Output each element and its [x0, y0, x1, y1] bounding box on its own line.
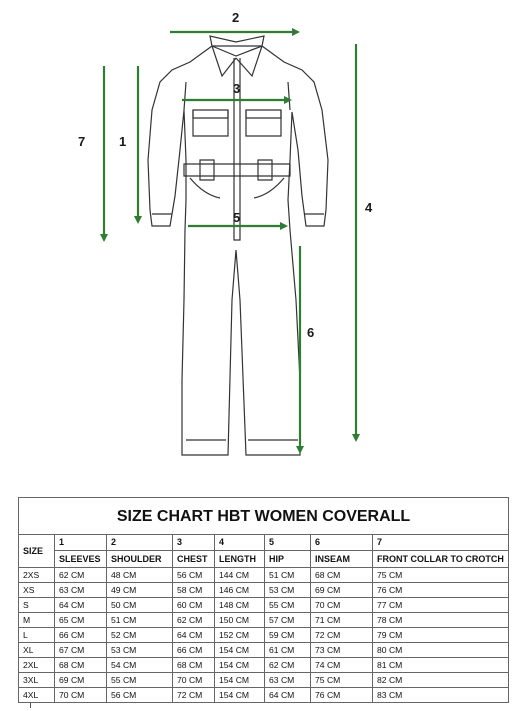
measurement-cell: 152 CM [215, 628, 265, 643]
measurement-cell: 62 CM [55, 568, 107, 583]
measurement-cell: 81 CM [373, 658, 509, 673]
marker-7: 7 [78, 134, 86, 149]
measurement-cell: 62 CM [173, 613, 215, 628]
measurement-cell: 72 CM [311, 628, 373, 643]
measurement-cell: 74 CM [311, 658, 373, 673]
table-row [19, 613, 509, 628]
measurement-cell: 50 CM [107, 598, 173, 613]
measurement-cell: 150 CM [215, 613, 265, 628]
column-index: 2 [107, 535, 173, 551]
size-column-header: SIZE [19, 535, 55, 568]
table-row [19, 583, 509, 598]
measurement-cell: 68 CM [173, 658, 215, 673]
marker-3: 3 [233, 81, 241, 96]
size-cell: S [19, 598, 55, 613]
measurement-cell: 51 CM [107, 613, 173, 628]
measurement-cell: 154 CM [215, 688, 265, 703]
measurement-cell: 61 CM [265, 643, 311, 658]
measurement-cell: 58 CM [173, 583, 215, 598]
measurement-cell: 65 CM [55, 613, 107, 628]
column-header: FRONT COLLAR TO CROTCH [373, 551, 509, 568]
measurement-cell: 70 CM [311, 598, 373, 613]
measurement-cell: 76 CM [373, 583, 509, 598]
measurement-cell: 77 CM [373, 598, 509, 613]
measurement-cell: 154 CM [215, 658, 265, 673]
measurement-cell: 146 CM [215, 583, 265, 598]
measurement-cell: 53 CM [107, 643, 173, 658]
measurement-cell: 69 CM [55, 673, 107, 688]
size-cell: XS [19, 583, 55, 598]
measurement-cell: 63 CM [55, 583, 107, 598]
measurement-cell: 75 CM [373, 568, 509, 583]
column-index: 7 [373, 535, 509, 551]
column-header: LENGTH [215, 551, 265, 568]
measurement-cell: 57 CM [265, 613, 311, 628]
column-header: INSEAM [311, 551, 373, 568]
measurement-cell: 59 CM [265, 628, 311, 643]
size-chart-table [18, 497, 509, 703]
measurement-cell: 82 CM [373, 673, 509, 688]
measurement-cell: 73 CM [311, 643, 373, 658]
measurement-cell: 64 CM [265, 688, 311, 703]
marker-5: 5 [233, 210, 241, 225]
size-cell: 4XL [19, 688, 55, 703]
measurement-cell: 56 CM [173, 568, 215, 583]
measurement-cell: 154 CM [215, 673, 265, 688]
size-cell: L [19, 628, 55, 643]
measurement-cell: 56 CM [107, 688, 173, 703]
measurement-cell: 75 CM [311, 673, 373, 688]
measurement-cell: 55 CM [107, 673, 173, 688]
measurement-cell: 51 CM [265, 568, 311, 583]
column-index: 4 [215, 535, 265, 551]
column-index: 1 [55, 535, 107, 551]
measurement-cell: 64 CM [55, 598, 107, 613]
measurement-cell: 49 CM [107, 583, 173, 598]
measurement-cell: 64 CM [173, 628, 215, 643]
measurement-cell: 83 CM [373, 688, 509, 703]
measurement-cell: 66 CM [55, 628, 107, 643]
measurement-cell: 67 CM [55, 643, 107, 658]
table-row [19, 688, 509, 703]
measurement-cell: 70 CM [55, 688, 107, 703]
table-row [19, 568, 509, 583]
measurement-cell: 79 CM [373, 628, 509, 643]
measurement-cell: 80 CM [373, 643, 509, 658]
measurement-cell: 60 CM [173, 598, 215, 613]
measurement-cell: 52 CM [107, 628, 173, 643]
table-row [19, 643, 509, 658]
measurement-cell: 76 CM [311, 688, 373, 703]
size-cell: XL [19, 643, 55, 658]
measurement-cell: 71 CM [311, 613, 373, 628]
table-row [19, 673, 509, 688]
table-row [19, 658, 509, 673]
measurement-cell: 53 CM [265, 583, 311, 598]
measurement-cell: 54 CM [107, 658, 173, 673]
measurement-cell: 55 CM [265, 598, 311, 613]
size-chart-title: SIZE CHART HBT WOMEN COVERALL [19, 498, 509, 535]
table-row [19, 598, 509, 613]
marker-2: 2 [232, 10, 240, 25]
measurement-cell: 70 CM [173, 673, 215, 688]
measurement-cell: 72 CM [173, 688, 215, 703]
size-cell: M [19, 613, 55, 628]
measurement-cell: 154 CM [215, 643, 265, 658]
measurement-cell: 62 CM [265, 658, 311, 673]
measurement-cell: 48 CM [107, 568, 173, 583]
measurement-cell: 63 CM [265, 673, 311, 688]
measurement-cell: 78 CM [373, 613, 509, 628]
size-cell: 2XL [19, 658, 55, 673]
column-header: CHEST [173, 551, 215, 568]
column-header: SHOULDER [107, 551, 173, 568]
size-cell: 2XS [19, 568, 55, 583]
column-index: 3 [173, 535, 215, 551]
measurement-cell: 148 CM [215, 598, 265, 613]
measurement-cell: 69 CM [311, 583, 373, 598]
column-index: 5 [265, 535, 311, 551]
marker-1: 1 [119, 134, 127, 149]
size-cell: 3XL [19, 673, 55, 688]
measurement-cell: 68 CM [311, 568, 373, 583]
table-row [19, 628, 509, 643]
measurement-cell: 68 CM [55, 658, 107, 673]
marker-6: 6 [307, 325, 315, 340]
column-header: SLEEVES [55, 551, 107, 568]
marker-4: 4 [365, 200, 373, 215]
column-index: 6 [311, 535, 373, 551]
measurement-cell: 144 CM [215, 568, 265, 583]
column-header: HIP [265, 551, 311, 568]
page-tick-mark [30, 703, 31, 708]
measurement-cell: 66 CM [173, 643, 215, 658]
